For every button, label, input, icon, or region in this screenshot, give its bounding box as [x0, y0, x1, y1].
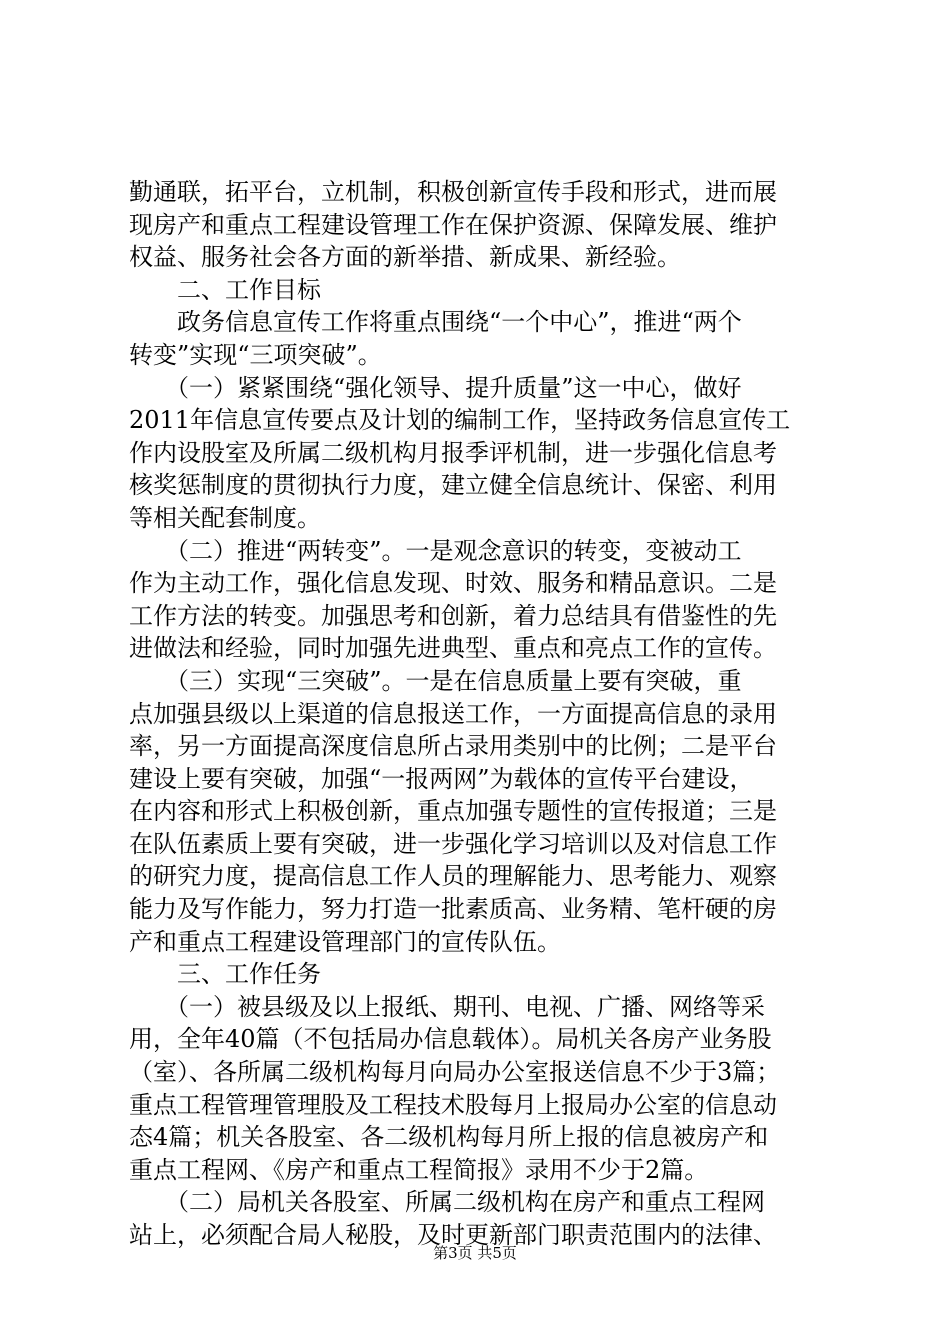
text-line: 产和重点工程建设管理部门的宣传队伍。 [129, 927, 561, 956]
text-line: 在内容和形式上积极创新，重点加强专题性的宣传报道；三是 [129, 797, 777, 826]
text-line: 等相关配套制度。 [129, 503, 321, 532]
page-footer: 第3页 共5页 [433, 1244, 517, 1262]
text-line: 用，全年40篇（不包括局办信息载体）。局机关各房产业务股 [129, 1025, 772, 1054]
text-line: 进做法和经验，同时加强先进典型、重点和亮点工作的宣传。 [129, 634, 777, 663]
text-line: 的研究力度，提高信息工作人员的理解能力、思考能力、观察 [129, 862, 777, 891]
section-heading: 二、工作目标 [129, 275, 321, 304]
text-line: 建设上要有突破，加强“一报两网”为载体的宣传平台建设， [129, 764, 754, 793]
text-line: 作内设股室及所属二级机构月报季评机制，进一步强化信息考 [129, 438, 777, 467]
text-line: 态4篇；机关各股室、各二级机构每月所上报的信息被房产和 [129, 1123, 769, 1152]
document-body [129, 176, 829, 1252]
text-line: （一）被县级及以上报纸、期刊、电视、广播、网络等采 [129, 992, 765, 1021]
text-line: 作为主动工作，强化信息发现、时效、服务和精品意识。二是 [129, 569, 777, 598]
text-line: （室）、各所属二级机构每月向局办公室报送信息不少于3篇； [129, 1058, 781, 1087]
text-line: 率，另一方面提高深度信息所占录用类别中的比例；二是平台 [129, 732, 777, 761]
text-line: 权益、服务社会各方面的新举措、新成果、新经验。 [129, 243, 681, 272]
section-heading: 三、工作任务 [129, 960, 321, 989]
text-line: 重点工程管理管理股及工程技术股每月上报局办公室的信息动 [129, 1090, 777, 1119]
text-line: （三）实现“三突破”。一是在信息质量上要有突破，重 [129, 666, 742, 695]
text-line: （二）局机关各股室、所属二级机构在房产和重点工程网 [129, 1188, 765, 1217]
text-line: 重点工程网、《房产和重点工程简报》录用不少于2篇。 [129, 1155, 709, 1184]
text-line: （一）紧紧围绕“强化领导、提升质量”这一中心，做好 [129, 373, 742, 402]
text-line: 转变”实现“三项突破”。 [129, 340, 382, 369]
text-line: （二）推进“两转变”。一是观念意识的转变，变被动工 [129, 536, 742, 565]
text-line: 勤通联，拓平台，立机制，积极创新宣传手段和形式，进而展 [129, 178, 777, 206]
text-line: 在队伍素质上要有突破，进一步强化学习培训以及对信息工作 [129, 829, 777, 858]
text-line: 政务信息宣传工作将重点围绕“一个中心”，推进“两个 [129, 308, 742, 337]
text-line: 点加强县级以上渠道的信息报送工作，一方面提高信息的录用 [129, 699, 777, 728]
text-line: 站上，必须配合局人秘股，及时更新部门职责范围内的法律、 [129, 1221, 777, 1249]
text-line: 2011年信息宣传要点及计划的编制工作，坚持政务信息宣传工 [129, 406, 791, 435]
text-line: 工作方法的转变。加强思考和创新，着力总结具有借鉴性的先 [129, 601, 777, 630]
text-line: 核奖惩制度的贯彻执行力度，建立健全信息统计、保密、利用 [129, 471, 777, 500]
text-line: 能力及写作能力，努力打造一批素质高、业务精、笔杆硬的房 [129, 895, 777, 924]
text-line: 现房产和重点工程建设管理工作在保护资源、保障发展、维护 [129, 210, 777, 239]
